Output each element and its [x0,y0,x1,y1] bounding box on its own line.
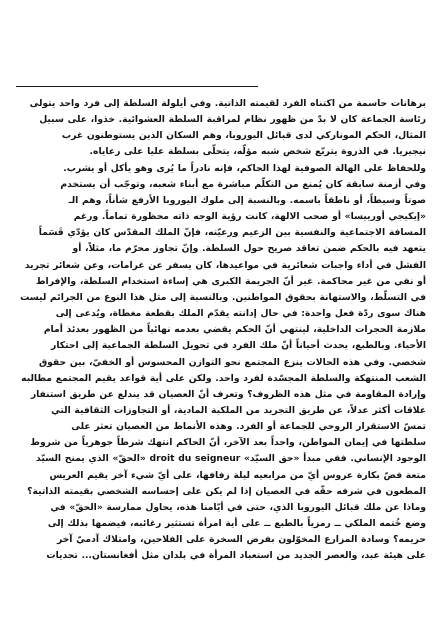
text-line: نيجيريا. في الذروة يتربّع شخص شبه مؤلّه، يتحلّى بسلطة عليا على رعاياه. [89,146,426,158]
book-page [16,78,426,626]
text-line: برهانات حاسمة من اكتناه الفرد لقيمته الذاتية. وفي أيلولة السلطة إلى فرد واحد يتولى [29,98,426,109]
text-line: تمسّ الاستقرار الروحي للجماعة أو الفرد. وهذه الأنماط من العصيان تعثر على [71,421,426,433]
text-line: الفشل في أداء واجبات شعائرية في مواعيدها، كان يسفر عن غرامات، وعن شعائر تجريد [24,259,426,271]
text-line: المطعون في شرفه حقّه في العصيان إذا لم يكن على إحساسه الشخصي بقيمته الذاتية؟ [27,485,426,497]
text-line: المسافة الاجتماعية والنفسية بين الزعيم ورعيّته، فإنّ الملك المقدّس كان يؤدّي قَسَماً [38,227,426,239]
text-line: الأحياء. وبالطبع، يحدث أحياناً أنّ ملك الفرد في تحويل السلطة الجماعية إلى احتكار [51,340,426,352]
text-line: في التسلّط، والاستهانة بحقوق المواطنين. وبالنسبة إلى مثل هذا النوع من الجرائم ليست [20,291,426,303]
text-line: هناك سوى ردّة فعل واحدة: في حال إدانته يقدّم الملك بقطعة مغطاة، ويُدعى إلى [55,308,426,320]
text-line: وضع خُتمه الملكي ــ رمزياً بالطبع ــ على أية امرأة تستثير رغائبه، فيضمها بذلك إلى [47,518,426,530]
text-line: وماذا عن ملك قبائل اليوروبا الذي، حتى في أيّامنا هذه، يحاول ممارسة «الحقّ» في [50,501,426,513]
text-line: متعة فضّ بكارة عروس أيّ من مرابعيه ليلة زفافها، على أيّ شيء آخر يقيم العريس [49,469,426,481]
text-line: وللحفاظ على الهالة الصوفية لهذا الحاكم، فإنه نادراً ما يُرى وهو يأكل أو يشرب. [63,162,426,174]
text-line: أو نفي من غير محاكمة. غير أنّ الجريمة الكبرى هي إساءة استخدام السلطة، والإفراط [36,275,426,287]
text-line: المثال، الحكم المونارکي لدى قبائل اليوروبا، وهم السكان الذين يستوطنون غرب [61,130,426,142]
body-paragraph [16,96,426,565]
text-line: يتعهد فيه بالحكم ضمن تعاقد صريح حول السلطة. وإنّ تجاوز محرّم ما، مثلاً، أو [72,243,426,255]
text-line: شخصي. وفي هذه الحالات ينزع المجتمع نحو التوازن المحسوس أو الخفيّ، بين حقوق [38,356,426,368]
text-line: حريمه؟ وسادة المزارع المخوّلون بفرض السخرة على الفلاحين، وامتلاك آدميّ آخر [56,534,426,546]
text-line: وإرادة المقاومة في مثل هذه الظروف؟ وتعرف أنّ العصيان قد يندلع عن طريق استنفار [30,388,426,400]
text-line: سلطتها في إيمان المواطن، واحداً بعد الآخر، أنّ الحاكم انتهك شرطاً جوهرياً من شروط [30,437,426,449]
text-line: الوجود الإنساني. ففي مبدأ «حق السيّد» droit du seigneur «الحقّ» الذي يمنح السيّد [36,453,426,465]
text-line: علاقات أكثر عدلاً، عن طريق التجريد من الملكية المادية، أو التجاوزات الثقافية التي [51,404,426,416]
text-line: رئاسة الجماعة كان لا بدّ من ظهور نظام لمراقبة السلطة العشوائية. خذوا، على سبيل [39,114,426,126]
text-line: صوتاً وسيطاً، أو ناطقاً باسمه. وبالنسبة إلى ملوك اليوروبا الأرفع شأناً، وهم الـ [68,194,426,206]
text-line: الشعب المنتهكة والسلطة المجسّدة لفرد واحد. ولكن على أية قواعد يقيم المجتمع مطالبه [21,372,426,384]
text-line: ملازمة الحجرات الداخلية، لينتهي أنّ الحكم يقضي بعدمه نهائياً من الظهور بعدئذ أمام [43,324,426,336]
text-line: وفي أزمنة سابقة كان يُمنع من التكلّم مباشرة مع أبناء شعبه، وتوجّب أن يستخدم [60,178,426,190]
text-line: «إيكيجي أورييسا» أو صحب الالهة، كانت رؤية الوجه ذاته محظورة تماماً. ورغم [73,211,426,223]
text-line: على هيئة عبد، والعصر الجديد من استعباد المرأة في بلدان مثل أفغانستان... تحديات [46,550,426,562]
